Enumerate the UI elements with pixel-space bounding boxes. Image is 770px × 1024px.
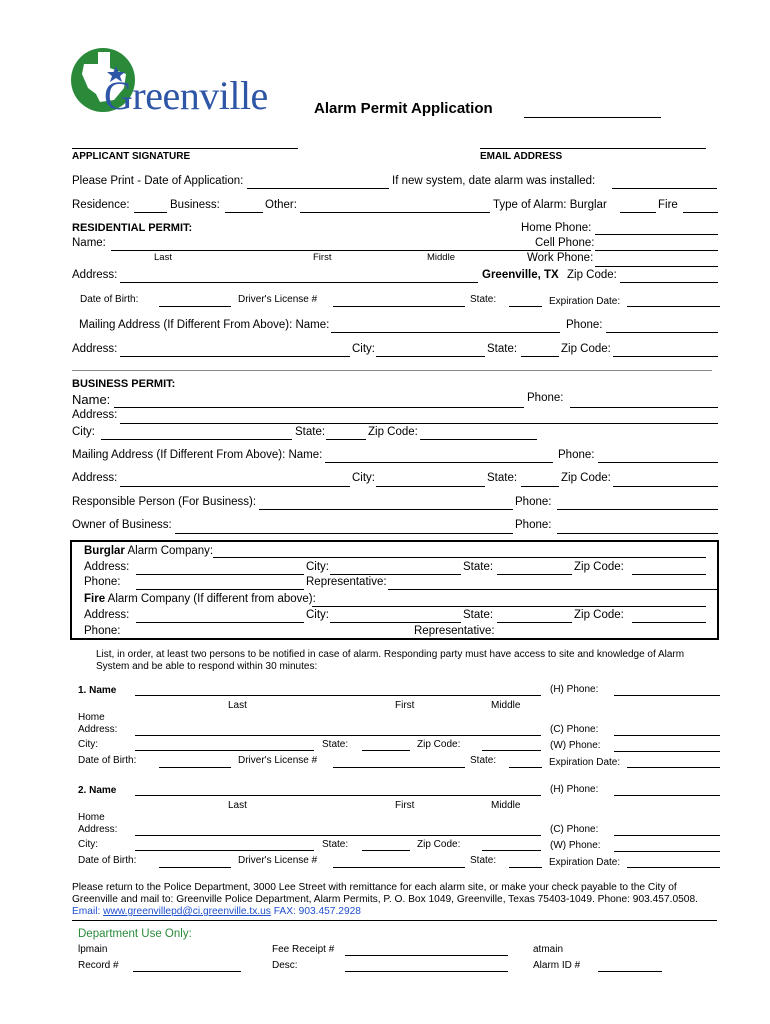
person1-middle-caption: Middle — [491, 700, 521, 711]
contacts-instructions-line1: List, in order, at least two persons to be notified in case of alarm. Responding party must have access to site and knowledge of Alarm — [96, 649, 685, 660]
person2-middle-caption: Middle — [491, 800, 521, 811]
fax-text: FAX: 903.457.2928 — [270, 906, 361, 917]
return-instructions-line1: Please return to the Police Department, 3000 Lee Street with remittance for each alarm site, or make your check payable to the City of — [72, 882, 677, 893]
person1-home-label: Home — [78, 712, 105, 723]
record-label: Record # — [78, 960, 119, 971]
applicant-signature-label: APPLICANT SIGNATURE — [72, 151, 191, 162]
mailing-phone-label: Phone: — [566, 319, 603, 331]
type-of-alarm-label: Type of Alarm: Burglar — [493, 199, 607, 211]
owner-field[interactable] — [175, 533, 513, 534]
person2-expiration-field[interactable] — [627, 867, 720, 868]
email-link[interactable]: www.greenvillepd@ci.greenville.tx.us — [103, 906, 271, 917]
business-name-field[interactable] — [114, 407, 524, 408]
email-address-line[interactable] — [480, 148, 706, 149]
person2-zip-field[interactable] — [482, 850, 541, 851]
burglar-company-rest: Alarm Company: — [124, 545, 214, 557]
desc-label: Desc: — [272, 960, 298, 971]
person2-name-label: 2. Name — [78, 785, 117, 796]
last-caption: Last — [154, 252, 172, 263]
fire-phone-field[interactable] — [136, 638, 304, 639]
person2-expiration-label: Expiration Date: — [549, 857, 621, 868]
alarm-id-label: Alarm ID # — [533, 960, 581, 971]
mailing-state-label: State: — [487, 343, 518, 355]
person1-h-phone-label: (H) Phone: — [550, 684, 599, 695]
mailing-name-field[interactable] — [331, 332, 560, 333]
burglar-address-field[interactable] — [136, 574, 304, 575]
burglar-bold: Burglar — [84, 545, 125, 557]
person1-zip-label: Zip Code: — [417, 739, 461, 750]
fire-state-field[interactable] — [497, 622, 572, 623]
burglar-city-label: City: — [306, 561, 329, 573]
person2-last-caption: Last — [228, 800, 247, 811]
work-phone-label: Work Phone: — [527, 252, 594, 264]
person1-drivers-license-label: Driver's License # — [238, 755, 318, 766]
responsible-person-field[interactable] — [259, 509, 513, 510]
responsible-phone-field[interactable] — [557, 509, 718, 510]
fire-address-field[interactable] — [136, 622, 304, 623]
person1-zip-field[interactable] — [482, 750, 541, 751]
business-permit-heading: BUSINESS PERMIT: — [72, 378, 176, 390]
business-city-field[interactable] — [101, 439, 292, 440]
fire-zip-field[interactable] — [632, 622, 706, 623]
business-mailing-state-field[interactable] — [521, 486, 559, 487]
person1-state-field[interactable] — [362, 750, 410, 751]
person2-h-phone-field[interactable] — [614, 795, 720, 796]
person2-city-label: City: — [78, 839, 98, 850]
business-zip2-label: Zip Code: — [561, 472, 611, 484]
title-blank-line[interactable] — [524, 117, 661, 118]
fire-company-label — [84, 593, 316, 606]
person1-dob-field[interactable] — [159, 767, 231, 768]
other-field[interactable] — [300, 212, 490, 213]
state-field[interactable] — [509, 306, 542, 307]
fee-receipt-field[interactable] — [345, 955, 508, 956]
mailing-city-field[interactable] — [376, 356, 485, 357]
person1-state2-label: State: — [470, 755, 497, 766]
greenville-logo — [70, 44, 270, 118]
person2-w-phone-label: (W) Phone: — [550, 840, 601, 851]
business-phone-label: Phone: — [527, 392, 564, 404]
burglar-state-label: State: — [463, 561, 494, 573]
person1-w-phone-label: (W) Phone: — [550, 740, 601, 751]
person2-name-field[interactable] — [135, 795, 541, 796]
mailing-address2-label: Address: — [72, 343, 118, 355]
person2-address-label: Address: — [78, 824, 118, 835]
person2-drivers-license-field[interactable] — [333, 867, 465, 868]
fire-address-label: Address: — [84, 609, 130, 621]
address-label: Address: — [72, 269, 118, 281]
person1-name-label: 1. Name — [78, 685, 117, 696]
owner-phone-label: Phone: — [515, 519, 552, 531]
expiration-date-label: Expiration Date: — [549, 296, 621, 307]
desc-field[interactable] — [345, 971, 508, 972]
person1-w-phone-field[interactable] — [614, 751, 720, 752]
fire-company-field[interactable] — [312, 606, 706, 607]
person2-h-phone-label: (H) Phone: — [550, 784, 599, 795]
return-instructions-line2: Greenville and mail to: Greenville Police Department, Alarm Permits, P. O. Box 1049, Greenville, Texas 75403-1049. Phone: 903.457.0508. — [72, 894, 698, 905]
burglar-state-field[interactable] — [497, 574, 572, 575]
person2-c-phone-label: (C) Phone: — [550, 824, 599, 835]
business-zip-label: Zip Code: — [368, 426, 418, 438]
burglar-address-label: Address: — [84, 561, 130, 573]
burglar-representative-field[interactable] — [388, 589, 718, 590]
business-state2-label: State: — [487, 472, 518, 484]
fire-label: Fire — [658, 199, 678, 211]
person1-c-phone-field[interactable] — [614, 735, 720, 736]
person2-c-phone-field[interactable] — [614, 835, 720, 836]
date-of-application-field[interactable] — [247, 188, 389, 189]
person2-dob-field[interactable] — [159, 867, 231, 868]
city-state-text: Greenville, TX — [482, 269, 559, 281]
other-label: Other: — [265, 199, 297, 211]
person2-first-caption: First — [395, 800, 415, 811]
business-field[interactable] — [225, 212, 263, 213]
alarm-id-field[interactable] — [598, 971, 662, 972]
footer-divider — [72, 920, 717, 921]
lpmain-label: lpmain — [78, 944, 108, 955]
record-field[interactable] — [133, 971, 241, 972]
person2-w-phone-field[interactable] — [614, 851, 720, 852]
mailing-address-field[interactable] — [120, 356, 350, 357]
date-of-birth-label: Date of Birth: — [80, 294, 139, 305]
person2-dob-label: Date of Birth: — [78, 855, 137, 866]
fire-city-label: City: — [306, 609, 329, 621]
email-address-label: EMAIL ADDRESS — [480, 151, 563, 162]
date-installed-field[interactable] — [612, 188, 717, 189]
contact-line — [72, 906, 361, 918]
residence-field[interactable] — [134, 212, 167, 213]
business-address-label: Address: — [72, 409, 118, 421]
person2-city-field[interactable] — [135, 850, 314, 851]
person1-address-field[interactable] — [135, 735, 541, 736]
home-phone-field[interactable] — [595, 234, 718, 235]
person1-h-phone-field[interactable] — [614, 695, 720, 696]
person2-address-field[interactable] — [135, 835, 541, 836]
burglar-zip-label: Zip Code: — [574, 561, 624, 573]
person1-first-caption: First — [395, 700, 415, 711]
cell-phone-label: Cell Phone: — [535, 237, 595, 249]
person1-name-field[interactable] — [135, 695, 541, 696]
person2-state-label: State: — [322, 839, 349, 850]
person1-c-phone-label: (C) Phone: — [550, 724, 599, 735]
person1-expiration-field[interactable] — [627, 767, 720, 768]
person2-state-field[interactable] — [362, 850, 410, 851]
business-mailing-name-field[interactable] — [325, 462, 553, 463]
burglar-zip-field[interactable] — [632, 574, 706, 575]
business-state-field[interactable] — [326, 439, 366, 440]
person1-drivers-license-field[interactable] — [333, 767, 465, 768]
business-name-label: Name: — [72, 392, 111, 407]
person1-dob-label: Date of Birth: — [78, 755, 137, 766]
mailing-phone-field[interactable] — [606, 332, 718, 333]
residential-address-field[interactable] — [120, 282, 478, 283]
person1-state-label: State: — [322, 739, 349, 750]
person1-city-label: City: — [78, 739, 98, 750]
zip-code-label: Zip Code: — [567, 269, 617, 281]
contacts-instructions-line2: System and be able to respond within 30 minutes: — [96, 661, 318, 672]
person1-last-caption: Last — [228, 700, 247, 711]
person2-zip-label: Zip Code: — [417, 839, 461, 850]
zip-code-field[interactable] — [620, 282, 718, 283]
person1-expiration-label: Expiration Date: — [549, 757, 621, 768]
mailing-zip-field[interactable] — [613, 356, 718, 357]
residence-label: Residence: — [72, 199, 130, 211]
date-of-application-label: Please Print - Date of Application: — [72, 175, 244, 187]
fire-zip-label: Zip Code: — [574, 609, 624, 621]
mailing-state-field[interactable] — [521, 356, 559, 357]
business-mailing-zip-field[interactable] — [613, 486, 718, 487]
fire-city-field[interactable] — [330, 622, 461, 623]
applicant-signature-line[interactable] — [72, 148, 298, 149]
mailing-address-label: Mailing Address (If Different From Above): Name: — [79, 319, 330, 331]
business-zip-field[interactable] — [420, 439, 537, 440]
fire-representative-label: Representative: — [414, 625, 495, 637]
mailing-zip-label: Zip Code: — [561, 343, 611, 355]
logo-text: Greenville — [104, 73, 268, 118]
business-phone-field[interactable] — [570, 407, 718, 408]
person1-state2-field[interactable] — [509, 767, 542, 768]
burglar-phone-field[interactable] — [136, 589, 304, 590]
dob-field[interactable] — [159, 306, 231, 307]
business-mailing-phone-label: Phone: — [558, 449, 595, 461]
burglar-company-label — [84, 545, 213, 558]
fee-receipt-label: Fee Receipt # — [272, 944, 335, 955]
business-address2-label: Address: — [72, 472, 118, 484]
drivers-license-field[interactable] — [333, 306, 465, 307]
responsible-phone-label: Phone: — [515, 496, 552, 508]
owner-label: Owner of Business: — [72, 519, 172, 531]
owner-phone-field[interactable] — [557, 533, 718, 534]
burglar-city-field[interactable] — [330, 574, 461, 575]
work-phone-field[interactable] — [595, 266, 718, 267]
business-mailing-address-field[interactable] — [120, 486, 350, 487]
business-city2-label: City: — [352, 472, 375, 484]
middle-caption: Middle — [427, 252, 455, 263]
person2-home-label: Home — [78, 812, 105, 823]
business-address-field[interactable] — [120, 423, 718, 424]
business-label: Business: — [170, 199, 220, 211]
first-caption: First — [313, 252, 332, 263]
mailing-city-label: City: — [352, 343, 375, 355]
burglar-field[interactable] — [620, 212, 656, 213]
business-mailing-label: Mailing Address (If Different From Above): Name: — [72, 449, 323, 461]
residential-permit-heading: RESIDENTIAL PERMIT: — [72, 222, 193, 234]
person1-address-label: Address: — [78, 724, 118, 735]
burglar-company-field[interactable] — [213, 557, 706, 558]
responsible-person-label: Responsible Person (For Business): — [72, 496, 257, 508]
atmain-label: atmain — [533, 944, 564, 955]
business-city-label: City: — [72, 426, 95, 438]
drivers-license-label: Driver's License # — [238, 294, 318, 305]
person1-city-field[interactable] — [135, 750, 314, 751]
person2-drivers-license-label: Driver's License # — [238, 855, 318, 866]
fire-representative-field[interactable] — [494, 638, 718, 639]
fire-state-label: State: — [463, 609, 494, 621]
fire-bold: Fire — [84, 593, 106, 605]
business-mailing-phone-field[interactable] — [598, 462, 718, 463]
person2-state2-label: State: — [470, 855, 497, 866]
department-use-heading: Department Use Only: — [78, 928, 192, 940]
business-mailing-city-field[interactable] — [376, 486, 485, 487]
business-state-label: State: — [295, 426, 326, 438]
fire-field[interactable] — [683, 212, 718, 213]
fire-company-rest: Alarm Company (If different from above): — [105, 593, 316, 605]
fire-phone-label: Phone: — [84, 625, 121, 637]
burglar-phone-label: Phone: — [84, 576, 121, 588]
home-phone-label: Home Phone: — [521, 222, 592, 234]
burglar-representative-label: Representative: — [306, 576, 387, 588]
new-system-label: If new system, date alarm was installed: — [392, 175, 596, 187]
section-divider — [72, 370, 712, 371]
expiration-date-field[interactable] — [627, 306, 720, 307]
person2-state2-field[interactable] — [509, 867, 542, 868]
state-label: State: — [470, 294, 497, 305]
cell-phone-field[interactable] — [595, 250, 718, 251]
name-label: Name: — [72, 237, 106, 249]
email-label: Email: — [72, 906, 104, 917]
residential-name-field[interactable] — [111, 250, 591, 251]
page-title: Alarm Permit Application — [314, 100, 493, 117]
